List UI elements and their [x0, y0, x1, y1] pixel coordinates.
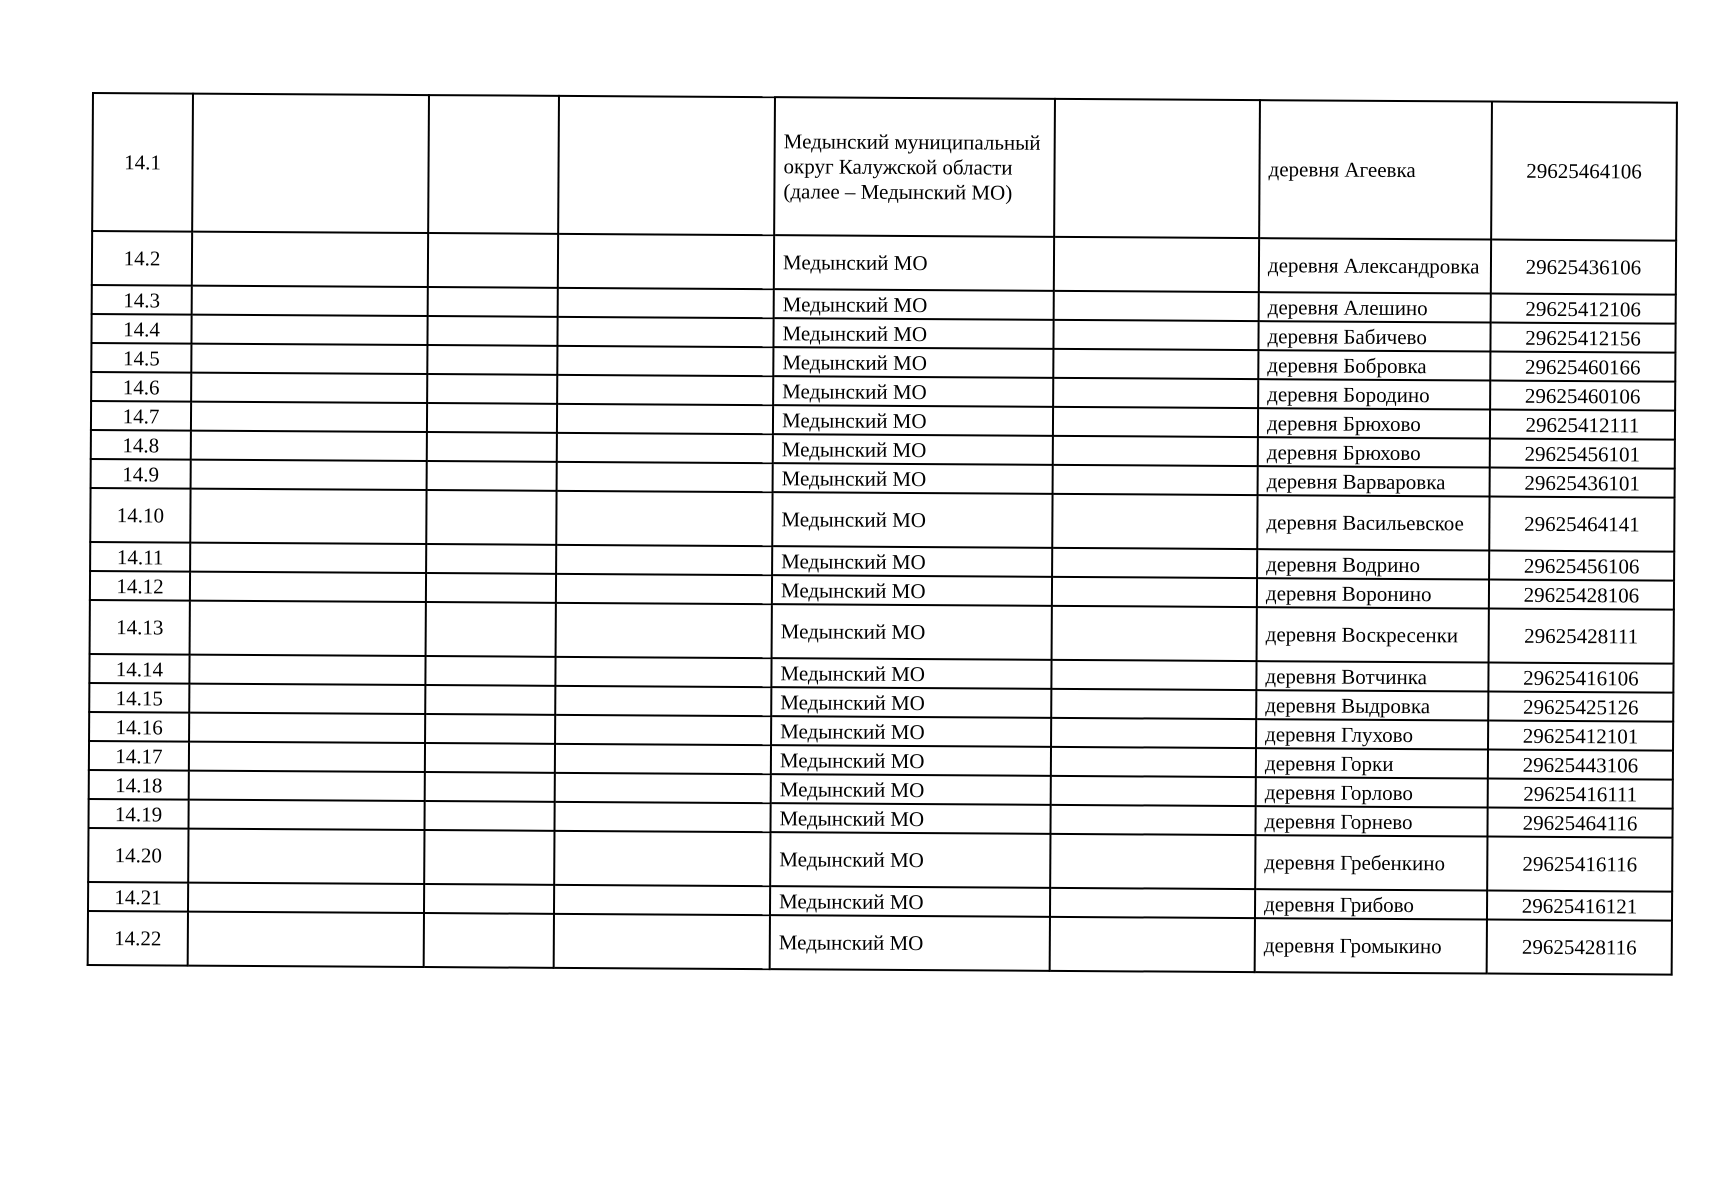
empty-cell — [1052, 494, 1257, 549]
empty-cell — [555, 744, 771, 774]
empty-cell — [1050, 834, 1255, 889]
oktmo-code-cell: 29625464141 — [1489, 497, 1674, 552]
row-number-cell: 14.14 — [89, 654, 189, 684]
oktmo-code-cell: 29625412106 — [1491, 294, 1676, 324]
table-row — [92, 93, 1677, 241]
empty-cell — [557, 375, 773, 405]
table-row — [88, 911, 1672, 975]
district-cell: Медынский МО — [772, 604, 1052, 660]
settlement-cell: деревня Воронино — [1257, 578, 1489, 608]
empty-cell — [191, 402, 427, 432]
oktmo-code-cell: 29625416106 — [1488, 663, 1673, 693]
settlement-cell: деревня Брюхово — [1258, 437, 1490, 467]
empty-cell — [556, 603, 772, 658]
empty-cell — [424, 884, 554, 914]
row-number-cell: 14.6 — [91, 372, 191, 402]
empty-cell — [189, 771, 425, 801]
empty-cell — [1053, 465, 1258, 495]
empty-cell — [190, 543, 426, 573]
settlements-table-wrapper — [87, 92, 1676, 976]
row-number-cell: 14.17 — [89, 741, 189, 771]
row-number-cell: 14.11 — [90, 542, 190, 572]
table-row — [90, 488, 1674, 552]
row-number-cell: 14.21 — [88, 882, 188, 912]
district-cell: Медынский МО — [770, 915, 1050, 971]
oktmo-code-cell: 29625460166 — [1490, 352, 1675, 382]
empty-cell — [191, 431, 427, 461]
oktmo-code-cell: 29625428111 — [1489, 609, 1674, 664]
settlement-cell: деревня Горки — [1256, 748, 1488, 778]
empty-cell — [425, 656, 555, 686]
oktmo-code-cell: 29625428106 — [1489, 580, 1674, 610]
settlement-cell: деревня Варваровка — [1258, 466, 1490, 496]
empty-cell — [191, 373, 427, 403]
row-number-cell: 14.9 — [91, 459, 191, 489]
settlement-cell: деревня Водрино — [1257, 549, 1489, 579]
settlement-cell: деревня Бабичево — [1258, 321, 1490, 351]
empty-cell — [557, 462, 773, 492]
empty-cell — [1054, 99, 1260, 238]
row-number-cell: 14.2 — [92, 231, 192, 286]
empty-cell — [189, 742, 425, 772]
district-cell: Медынский МО — [770, 832, 1050, 888]
empty-cell — [558, 234, 774, 289]
empty-cell — [554, 831, 770, 886]
district-cell: Медынский МО — [771, 658, 1051, 689]
table-body — [88, 93, 1677, 975]
oktmo-code-cell: 29625464106 — [1491, 102, 1677, 241]
empty-cell — [189, 800, 425, 830]
oktmo-code-cell: 29625412156 — [1490, 323, 1675, 353]
empty-cell — [192, 286, 428, 316]
row-number-cell: 14.1 — [92, 93, 193, 232]
empty-cell — [1053, 320, 1258, 350]
settlement-cell: деревня Брюхово — [1258, 408, 1490, 438]
district-cell: Медынский МО — [771, 687, 1051, 718]
empty-cell — [555, 773, 771, 803]
empty-cell — [555, 715, 771, 745]
empty-cell — [427, 403, 557, 433]
district-cell: Медынский МО — [772, 546, 1052, 577]
district-cell: Медынский МО — [771, 716, 1051, 747]
empty-cell — [190, 489, 426, 544]
row-number-cell: 14.15 — [89, 683, 189, 713]
settlement-cell: деревня Горнево — [1255, 806, 1487, 836]
empty-cell — [428, 233, 558, 288]
district-cell: Медынский МО — [773, 376, 1053, 407]
row-number-cell: 14.5 — [91, 343, 191, 373]
oktmo-code-cell: 29625436101 — [1490, 468, 1675, 498]
empty-cell — [427, 316, 557, 346]
oktmo-code-cell: 29625412101 — [1488, 721, 1673, 751]
empty-cell — [191, 344, 427, 374]
empty-cell — [426, 602, 556, 657]
district-cell: Медынский муниципальный округ Калужской области (далее – Медынский МО) — [774, 97, 1055, 237]
oktmo-code-cell: 29625425126 — [1488, 692, 1673, 722]
empty-cell — [556, 491, 772, 546]
district-cell: Медынский МО — [771, 745, 1051, 776]
table-row — [92, 231, 1676, 295]
oktmo-code-cell: 29625428116 — [1487, 920, 1672, 975]
empty-cell — [557, 317, 773, 347]
empty-cell — [1053, 407, 1258, 437]
empty-cell — [426, 573, 556, 603]
empty-cell — [558, 96, 775, 235]
settlement-cell: деревня Гребенкино — [1255, 835, 1487, 890]
empty-cell — [190, 601, 426, 656]
empty-cell — [1051, 718, 1256, 748]
oktmo-code-cell: 29625460106 — [1490, 381, 1675, 411]
settlement-cell: деревня Грибово — [1255, 889, 1487, 919]
empty-cell — [557, 433, 773, 463]
district-cell: Медынский МО — [770, 803, 1050, 834]
oktmo-code-cell: 29625416111 — [1488, 779, 1673, 809]
empty-cell — [1053, 349, 1258, 379]
oktmo-code-cell: 29625456101 — [1490, 439, 1675, 469]
settlement-cell: деревня Воскресенки — [1257, 607, 1489, 662]
oktmo-code-cell: 29625456106 — [1489, 551, 1674, 581]
row-number-cell: 14.8 — [91, 430, 191, 460]
district-cell: Медынский МО — [772, 575, 1052, 606]
empty-cell — [1054, 237, 1259, 292]
empty-cell — [557, 346, 773, 376]
settlement-cell: деревня Алешино — [1259, 292, 1491, 322]
row-number-cell: 14.16 — [89, 712, 189, 742]
empty-cell — [427, 374, 557, 404]
empty-cell — [1050, 805, 1255, 835]
settlement-cell: деревня Бобровка — [1258, 350, 1490, 380]
empty-cell — [1053, 436, 1258, 466]
empty-cell — [428, 95, 559, 234]
oktmo-code-cell: 29625416116 — [1487, 837, 1672, 892]
empty-cell — [555, 686, 771, 716]
empty-cell — [556, 545, 772, 575]
empty-cell — [554, 885, 770, 915]
empty-cell — [191, 315, 427, 345]
row-number-cell: 14.10 — [90, 488, 190, 543]
empty-cell — [557, 404, 773, 434]
empty-cell — [188, 883, 424, 913]
district-cell: Медынский МО — [772, 492, 1052, 548]
empty-cell — [1051, 776, 1256, 806]
oktmo-code-cell: 29625412111 — [1490, 410, 1675, 440]
district-cell: Медынский МО — [773, 463, 1053, 494]
empty-cell — [189, 655, 425, 685]
empty-cell — [1052, 606, 1257, 661]
empty-cell — [192, 232, 428, 287]
empty-cell — [554, 802, 770, 832]
empty-cell — [424, 801, 554, 831]
empty-cell — [425, 685, 555, 715]
table-row — [88, 828, 1672, 892]
district-cell: Медынский МО — [770, 886, 1050, 917]
district-cell: Медынский МО — [774, 235, 1054, 291]
empty-cell — [555, 657, 771, 687]
empty-cell — [188, 829, 424, 884]
district-cell: Медынский МО — [773, 318, 1053, 349]
empty-cell — [190, 572, 426, 602]
row-number-cell: 14.20 — [88, 828, 188, 883]
settlements-table — [87, 92, 1678, 976]
empty-cell — [189, 713, 425, 743]
empty-cell — [188, 912, 424, 967]
settlement-cell: деревня Бородино — [1258, 379, 1490, 409]
oktmo-code-cell: 29625436106 — [1491, 240, 1676, 295]
empty-cell — [428, 287, 558, 317]
empty-cell — [427, 345, 557, 375]
empty-cell — [1054, 291, 1259, 321]
settlement-cell: деревня Вотчинка — [1256, 661, 1488, 691]
empty-cell — [425, 743, 555, 773]
district-cell: Медынский МО — [773, 347, 1053, 378]
empty-cell — [1052, 577, 1257, 607]
row-number-cell: 14.7 — [91, 401, 191, 431]
district-cell: Медынский МО — [771, 774, 1051, 805]
empty-cell — [427, 461, 557, 491]
empty-cell — [556, 574, 772, 604]
empty-cell — [425, 714, 555, 744]
row-number-cell: 14.22 — [88, 911, 188, 966]
row-number-cell: 14.13 — [90, 600, 190, 655]
settlement-cell: деревня Глухово — [1256, 719, 1488, 749]
empty-cell — [1050, 917, 1255, 972]
empty-cell — [1051, 660, 1256, 690]
empty-cell — [426, 490, 556, 545]
oktmo-code-cell: 29625443106 — [1488, 750, 1673, 780]
district-cell: Медынский МО — [774, 289, 1054, 320]
row-number-cell: 14.3 — [92, 285, 192, 315]
district-cell: Медынский МО — [773, 434, 1053, 465]
settlement-cell: деревня Выдровка — [1256, 690, 1488, 720]
row-number-cell: 14.19 — [89, 799, 189, 829]
empty-cell — [425, 772, 555, 802]
empty-cell — [1053, 378, 1258, 408]
empty-cell — [554, 914, 770, 969]
empty-cell — [192, 94, 429, 233]
empty-cell — [189, 684, 425, 714]
settlement-cell: деревня Агеевка — [1259, 100, 1492, 239]
empty-cell — [1050, 888, 1255, 918]
empty-cell — [1052, 548, 1257, 578]
empty-cell — [191, 460, 427, 490]
row-number-cell: 14.18 — [89, 770, 189, 800]
empty-cell — [1051, 747, 1256, 777]
district-cell: Медынский МО — [773, 405, 1053, 436]
settlement-cell: деревня Громыкино — [1255, 918, 1487, 973]
empty-cell — [424, 830, 554, 885]
empty-cell — [1051, 689, 1256, 719]
empty-cell — [424, 913, 554, 968]
settlement-cell: деревня Васильевское — [1257, 495, 1489, 550]
settlement-cell: деревня Александровка — [1259, 238, 1491, 293]
settlement-cell: деревня Горлово — [1256, 777, 1488, 807]
empty-cell — [426, 544, 556, 574]
empty-cell — [427, 432, 557, 462]
empty-cell — [558, 288, 774, 318]
table-row — [90, 600, 1674, 664]
row-number-cell: 14.12 — [90, 571, 190, 601]
oktmo-code-cell: 29625464116 — [1487, 808, 1672, 838]
oktmo-code-cell: 29625416121 — [1487, 891, 1672, 921]
row-number-cell: 14.4 — [91, 314, 191, 344]
